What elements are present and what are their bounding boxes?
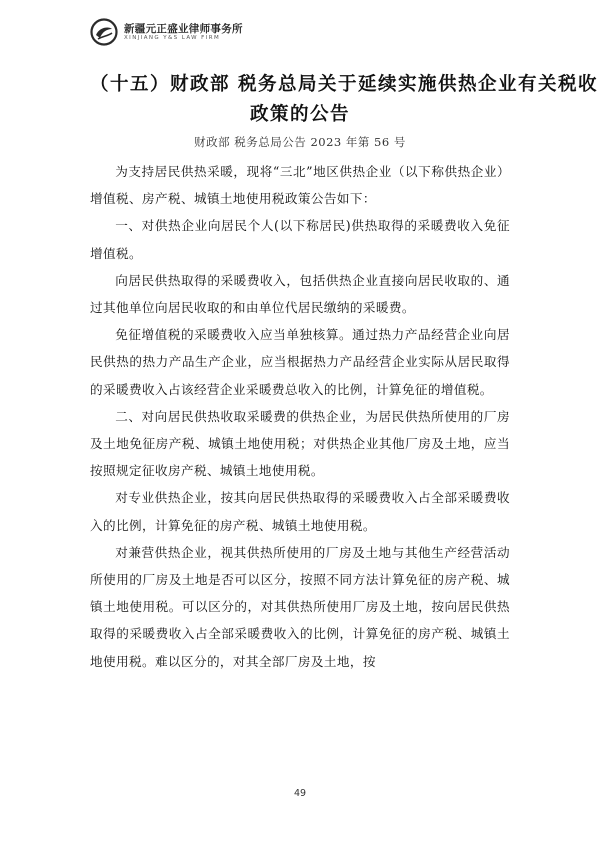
paragraph: 免征增值税的采暖费收入应当单独核算。通过热力产品经营企业向居民供热的热力产品生产企业，应当根据热力产品经营企业实际从居民取得的采暖费收入占该经营企业采暖费总收入的比例，计算免征的增值税。 bbox=[90, 327, 510, 397]
document-body bbox=[90, 158, 510, 675]
document-number: 财政部 税务总局公告 2023 年第 56 号 bbox=[194, 135, 406, 149]
title-line-2: 政策的公告 bbox=[249, 104, 350, 125]
page-number: 49 bbox=[293, 788, 307, 799]
firm-name-cn: 新疆元正盛业律师事务所 bbox=[124, 23, 243, 35]
paragraph: 为支持居民供热采暖，现将“三北”地区供热企业（以下称供热企业）增值税、房产税、城镇土地使用税政策公告如下： bbox=[90, 164, 510, 207]
document-title bbox=[90, 70, 598, 130]
paragraph: 对兼营供热企业，视其供热所使用的厂房及土地与其他生产经营活动所使用的厂房及土地是否可以区分，按照不同方法计算免征的房产税、城镇土地使用税。可以区分的，对其供热所使用厂房及土地，按向居民供热取得的采暖费收入占全部采暖费收入的比例，计算免征的房产税、城镇土地使用税。难以区分的，对其全部厂房及土地，按 bbox=[90, 544, 510, 669]
page-header bbox=[90, 18, 510, 48]
paragraph: 向居民供热取得的采暖费收入，包括供热企业直接向居民收取的、通过其他单位向居民收取的和由单位代居民缴纳的采暖费。 bbox=[90, 272, 510, 316]
paragraph: 对专业供热企业，按其向居民供热取得的采暖费收入占全部采暖费收入的比例，计算免征的房产税、城镇土地使用税。 bbox=[90, 490, 510, 533]
firm-logo-icon bbox=[90, 18, 118, 46]
paragraph: 二、对向居民供热收取采暖费的供热企业，为居民供热所使用的厂房及土地免征房产税、城镇土地使用税；对供热企业其他厂房及土地，应当按照规定征收房产税、城镇土地使用税。 bbox=[90, 408, 510, 479]
firm-name-en: XINJIANG Y&S LAW FIRM bbox=[124, 35, 221, 41]
title-line-1: （十五）财政部 税务总局关于延续实施供热企业有关税收 bbox=[90, 74, 598, 95]
paragraph: 一、对供热企业向居民个人(以下称居民)供热取得的采暖费收入免征增值税。 bbox=[90, 218, 510, 261]
